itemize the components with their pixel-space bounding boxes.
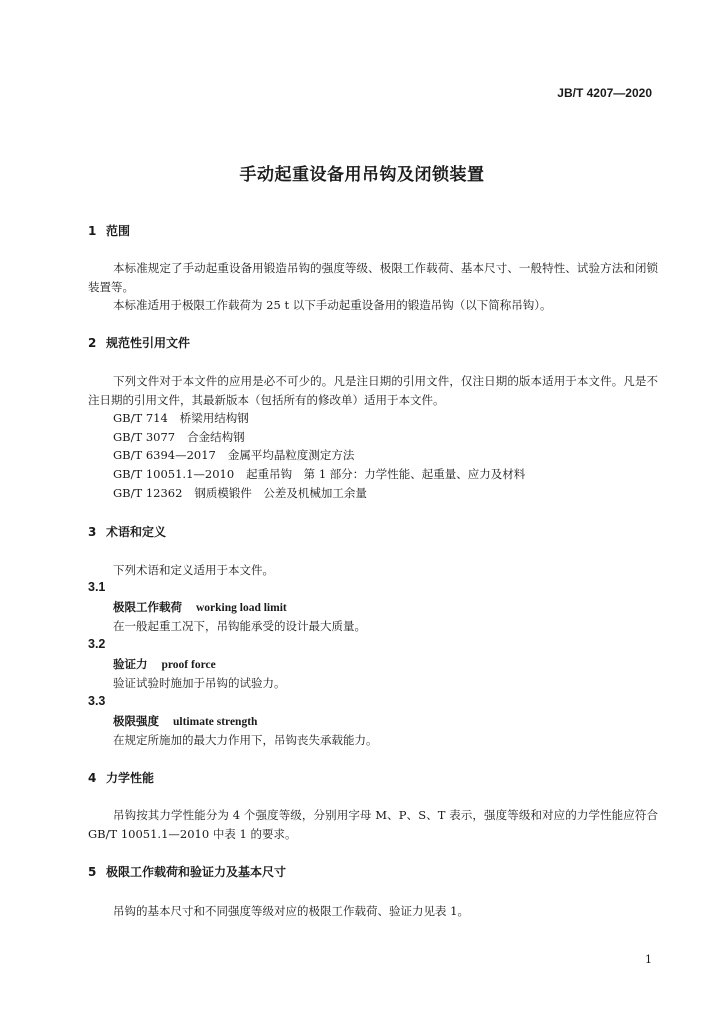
section-3-heading (88, 523, 166, 540)
section-title: 范围 (106, 224, 131, 238)
reference-name: 钢质模锻件 公差及机械加工余量 (194, 486, 367, 500)
section-5-heading (88, 863, 286, 880)
reference-code: GB/T 714 (113, 411, 168, 425)
reference-item (113, 410, 249, 426)
section-2-heading (88, 334, 190, 351)
term-number: 3.2 (88, 637, 106, 651)
reference-item (113, 485, 367, 501)
section-3-intro: 下列术语和定义适用于本文件。 (113, 563, 274, 577)
section-4-heading (88, 769, 154, 786)
term-definition: 在规定所施加的最大力作用下，吊钩丧失承载能力。 (113, 733, 378, 747)
section-title: 极限工作载荷和验证力及基本尺寸 (106, 865, 287, 879)
term-heading (113, 713, 257, 729)
reference-code: GB/T 10051.1—2010 (113, 467, 235, 481)
term-zh: 极限强度 (113, 714, 159, 728)
section-1-heading (88, 222, 130, 239)
term-definition: 在一般起重工况下，吊钩能承受的设计最大质量。 (113, 619, 366, 633)
document-title: 手动起重设备用吊钩及闭锁装置 (239, 165, 485, 185)
standard-number: JB/T 4207—2020 (557, 86, 652, 100)
term-en: ultimate strength (173, 716, 258, 728)
reference-name: 桥梁用结构钢 (179, 411, 249, 425)
section-number: 1 (88, 224, 97, 238)
term-en: proof force (161, 659, 216, 671)
reference-code: GB/T 3077 (113, 430, 176, 444)
section-5-paragraph: 吊钩的基本尺寸和不同强度等级对应的极限工作载荷、验证力见表 1。 (113, 904, 469, 918)
section-title: 力学性能 (106, 771, 155, 785)
section-2-intro: 下列文件对于本文件的应用是必不可少的。凡是注日期的引用文件，仅注日期的版本适用于本文件。凡是不注日期的引用文件，其最新版本（包括所有的修改单）适用于本文件。 (88, 374, 658, 407)
section-number: 4 (88, 771, 97, 785)
reference-name: 合金结构钢 (187, 430, 245, 444)
section-4-paragraph: 吊钩按其力学性能分为 4 个强度等级，分别用字母 M、P、S、T 表示，强度等级和对应的力学性能应符合 GB/T 10051.1—2010 中表 1 的要求。 (88, 808, 658, 841)
section-number: 3 (88, 525, 97, 539)
term-number: 3.1 (88, 580, 106, 594)
term-zh: 极限工作载荷 (113, 600, 182, 614)
term-en: working load limit (196, 602, 287, 614)
reference-code: GB/T 6394—2017 (113, 448, 216, 462)
section-title: 术语和定义 (106, 525, 167, 539)
term-definition: 验证试验时施加于吊钩的试验力。 (113, 676, 286, 690)
section-number: 2 (88, 336, 97, 350)
term-number: 3.3 (88, 694, 106, 708)
reference-item (113, 466, 525, 482)
reference-name: 金属平均晶粒度测定方法 (227, 448, 355, 462)
reference-item (113, 447, 354, 463)
page-number: 1 (645, 953, 652, 966)
term-heading (113, 656, 216, 672)
term-heading (113, 599, 287, 615)
reference-code: GB/T 12362 (113, 486, 183, 500)
section-1-paragraph-1: 本标准规定了手动起重设备用锻造吊钩的强度等级、极限工作载荷、基本尺寸、一般特性、试验方法和闭锁装置等。 (88, 261, 658, 294)
section-title: 规范性引用文件 (106, 336, 191, 350)
reference-name: 起重吊钩 第 1 部分：力学性能、起重量、应力及材料 (246, 467, 526, 481)
term-zh: 验证力 (113, 657, 148, 671)
reference-item (113, 429, 245, 445)
section-1-paragraph-2: 本标准适用于极限工作载荷为 25 t 以下手动起重设备用的锻造吊钩（以下简称吊钩）。 (113, 298, 552, 312)
section-number: 5 (88, 865, 97, 879)
